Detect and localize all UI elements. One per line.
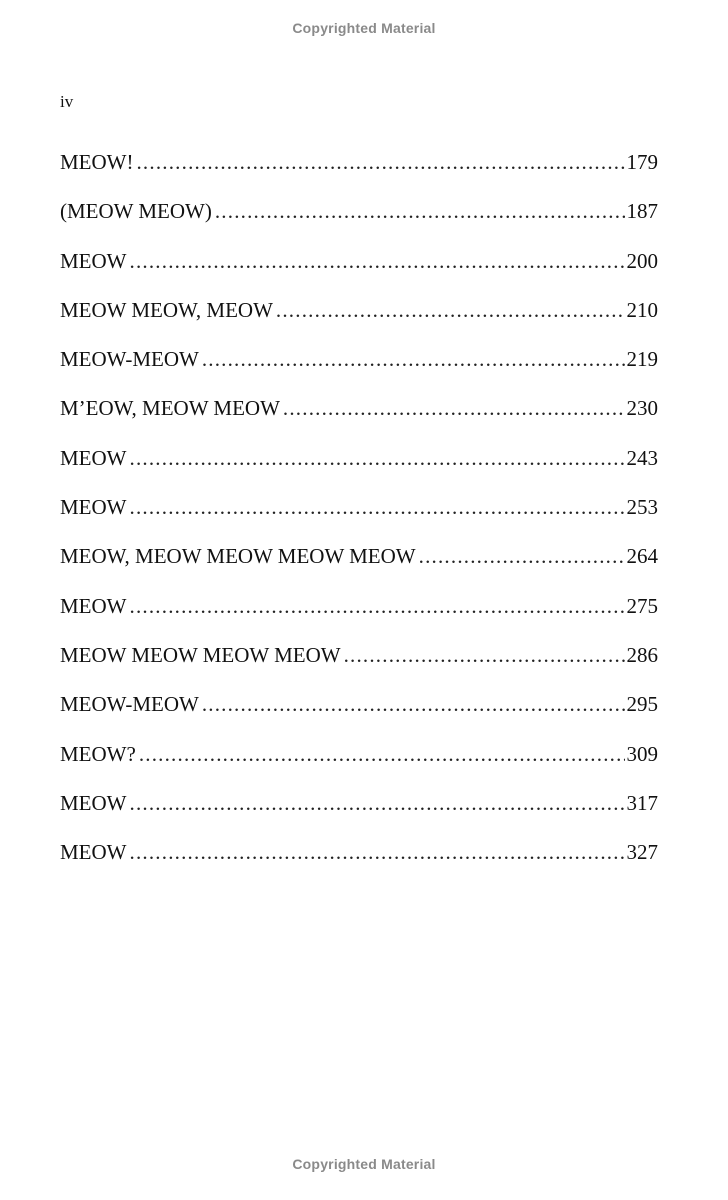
toc-entry [60,643,658,692]
toc-entry-title: MEOW [60,790,127,815]
toc-entry [60,742,658,791]
toc-entry-title: MEOW MEOW, MEOW [60,297,273,322]
toc-entry-title: MEOW [60,248,127,273]
toc-entry [60,150,658,199]
toc-entry-page: 243 [626,445,658,470]
toc-dot-leader [130,249,625,274]
toc-entry-page: 275 [626,593,658,618]
toc-entry [60,446,658,495]
toc-entry-page: 264 [626,544,658,569]
toc-entry-title: MEOW, MEOW MEOW MEOW MEOW [60,544,416,569]
toc-entry [60,199,658,248]
toc-entry-title: MEOW [60,840,127,865]
toc-entry-title: MEOW-MEOW [60,692,199,717]
toc-dot-leader [136,150,624,175]
toc-entry [60,594,658,643]
toc-entry [60,791,658,840]
toc-entry-page: 309 [626,741,658,766]
copyright-watermark-bottom: Copyrighted Material [292,1156,436,1172]
toc-entry-page: 200 [626,248,658,273]
toc-entry [60,840,658,889]
toc-entry [60,396,658,445]
toc-dot-leader [276,298,625,323]
toc-dot-leader [202,692,625,717]
page-number: iv [60,92,74,111]
toc-entry-page: 317 [626,790,658,815]
toc-dot-leader [202,347,625,372]
toc-entry [60,298,658,347]
toc-entry-page: 219 [626,347,658,372]
toc-entry-page: 187 [626,199,658,224]
toc-dot-leader [130,446,625,471]
toc-entry-title: (MEOW MEOW) [60,199,212,224]
toc-entry-page: 253 [626,495,658,520]
toc-entry-page: 295 [626,692,658,717]
toc-entry-page: 286 [626,642,658,667]
toc-dot-leader [139,742,625,767]
toc-dot-leader [283,396,625,421]
copyright-watermark-top: Copyrighted Material [292,20,436,36]
toc-dot-leader [130,594,625,619]
toc-entry [60,249,658,298]
toc-entry-title: M’EOW, MEOW MEOW [60,396,280,421]
toc-entry-title: MEOW-MEOW [60,347,199,372]
toc-dot-leader [130,791,625,816]
toc-entry-title: MEOW MEOW MEOW MEOW [60,642,341,667]
toc-entry [60,692,658,741]
toc-entry-title: MEOW? [60,741,136,766]
toc-entry-title: MEOW! [60,150,134,174]
toc-dot-leader [130,840,625,865]
toc-entry [60,495,658,544]
toc-entry-page: 327 [626,840,658,865]
toc-entry [60,544,658,593]
toc-entry-title: MEOW [60,495,127,520]
toc-dot-leader [419,544,625,569]
toc-dot-leader [215,199,625,224]
toc-entry-page: 179 [626,150,658,174]
table-of-contents [60,150,658,889]
toc-entry-title: MEOW [60,593,127,618]
toc-dot-leader [130,495,625,520]
toc-entry-page: 230 [626,396,658,421]
toc-dot-leader [344,643,625,668]
toc-entry-title: MEOW [60,445,127,470]
toc-entry [60,347,658,396]
toc-entry-page: 210 [626,297,658,322]
